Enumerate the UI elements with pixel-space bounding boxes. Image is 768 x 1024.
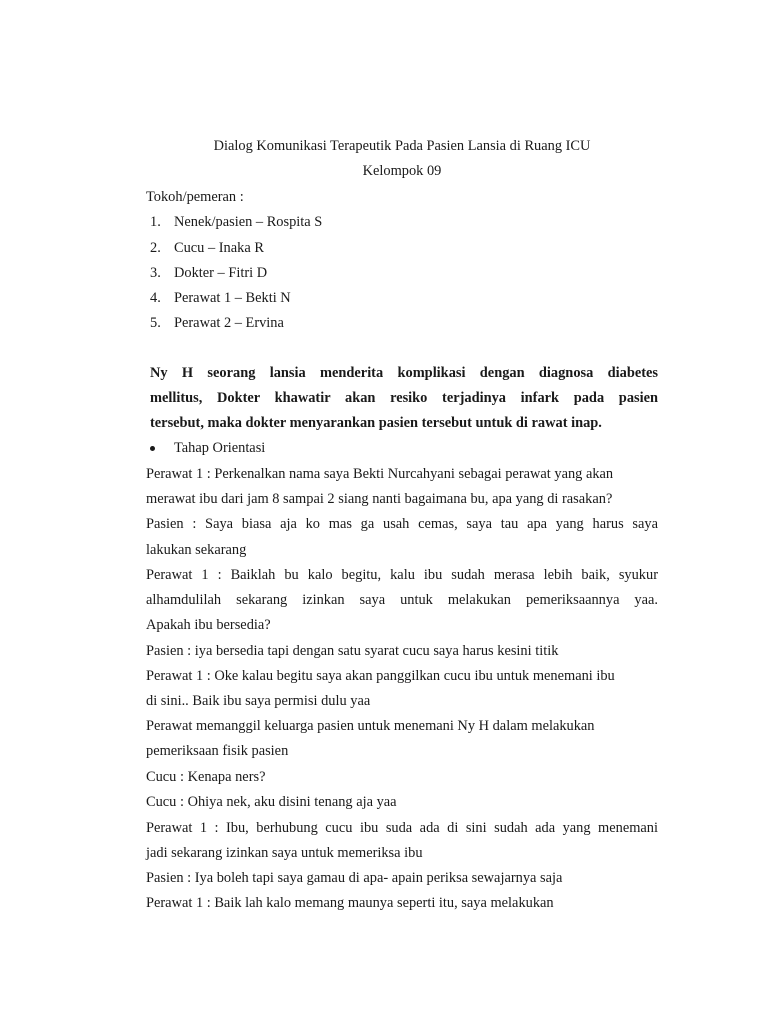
cast-number: 3.: [150, 265, 161, 281]
scenario-line: Ny H seorang lansia menderita komplikasi dengan diagnosa diabetes: [150, 365, 658, 381]
dialog-line: Pasien : Iya boleh tapi saya gamau di apa- apain periksa sewajarnya saja: [146, 870, 563, 886]
dialog-line: Perawat 1 : Baik lah kalo memang maunya seperti itu, saya melakukan: [146, 895, 554, 911]
dialog-line: Cucu : Ohiya nek, aku disini tenang aja yaa: [146, 794, 397, 810]
dialog-line: pemeriksaan fisik pasien: [146, 743, 289, 759]
cast-item: Nenek/pasien – Rospita S: [174, 214, 323, 230]
stage-heading: Tahap Orientasi: [174, 440, 266, 456]
dialog-line: Cucu : Kenapa ners?: [146, 769, 266, 785]
cast-item: Perawat 1 – Bekti N: [174, 290, 291, 306]
document-subtitle: Kelompok 09: [362, 163, 442, 179]
cast-item: Perawat 2 – Ervina: [174, 315, 284, 331]
cast-number: 5.: [150, 315, 161, 331]
scenario-line: tersebut, maka dokter menyarankan pasien tersebut untuk di rawat inap.: [150, 415, 602, 431]
cast-number: 2.: [150, 240, 161, 256]
dialog-line: jadi sekarang izinkan saya untuk memeriksa ibu: [146, 845, 423, 861]
dialog-line: lakukan sekarang: [146, 542, 247, 558]
cast-number: 4.: [150, 290, 161, 306]
document-title: Dialog Komunikasi Terapeutik Pada Pasien Lansia di Ruang ICU: [213, 138, 591, 154]
dialog-line: Perawat 1 : Baiklah bu kalo begitu, kalu ibu sudah merasa lebih baik, syukur: [146, 567, 658, 583]
dialog-line: Perawat 1 : Perkenalkan nama saya Bekti Nurcahyani sebagai perawat yang akan: [146, 466, 614, 482]
dialog-line: Perawat memanggil keluarga pasien untuk menemani Ny H dalam melakukan: [146, 718, 595, 734]
dialog-line: Perawat 1 : Ibu, berhubung cucu ibu suda ada di sini sudah ada yang menemani: [146, 820, 658, 836]
dialog-line: Perawat 1 : Oke kalau begitu saya akan panggilkan cucu ibu untuk menemani ibu: [146, 668, 615, 684]
cast-item: Cucu – Inaka R: [174, 240, 264, 256]
scenario-line: mellitus, Dokter khawatir akan resiko terjadinya infark pada pasien: [150, 390, 658, 406]
dialog-line: alhamdulilah sekarang izinkan saya untuk melakukan pemeriksaannya yaa.: [146, 592, 658, 608]
cast-item: Dokter – Fitri D: [174, 265, 268, 281]
dialog-line: Pasien : Saya biasa aja ko mas ga usah cemas, saya tau apa yang harus saya: [146, 516, 658, 532]
bullet-icon: [150, 446, 155, 451]
cast-number: 1.: [150, 214, 161, 230]
dialog-line: di sini.. Baik ibu saya permisi dulu yaa: [146, 693, 371, 709]
dialog-line: Pasien : iya bersedia tapi dengan satu syarat cucu saya harus kesini titik: [146, 643, 559, 659]
dialog-line: Apakah ibu bersedia?: [146, 617, 271, 633]
cast-heading: Tokoh/pemeran :: [146, 189, 244, 205]
dialog-line: merawat ibu dari jam 8 sampai 2 siang nanti bagaimana bu, apa yang di rasakan?: [146, 491, 613, 507]
